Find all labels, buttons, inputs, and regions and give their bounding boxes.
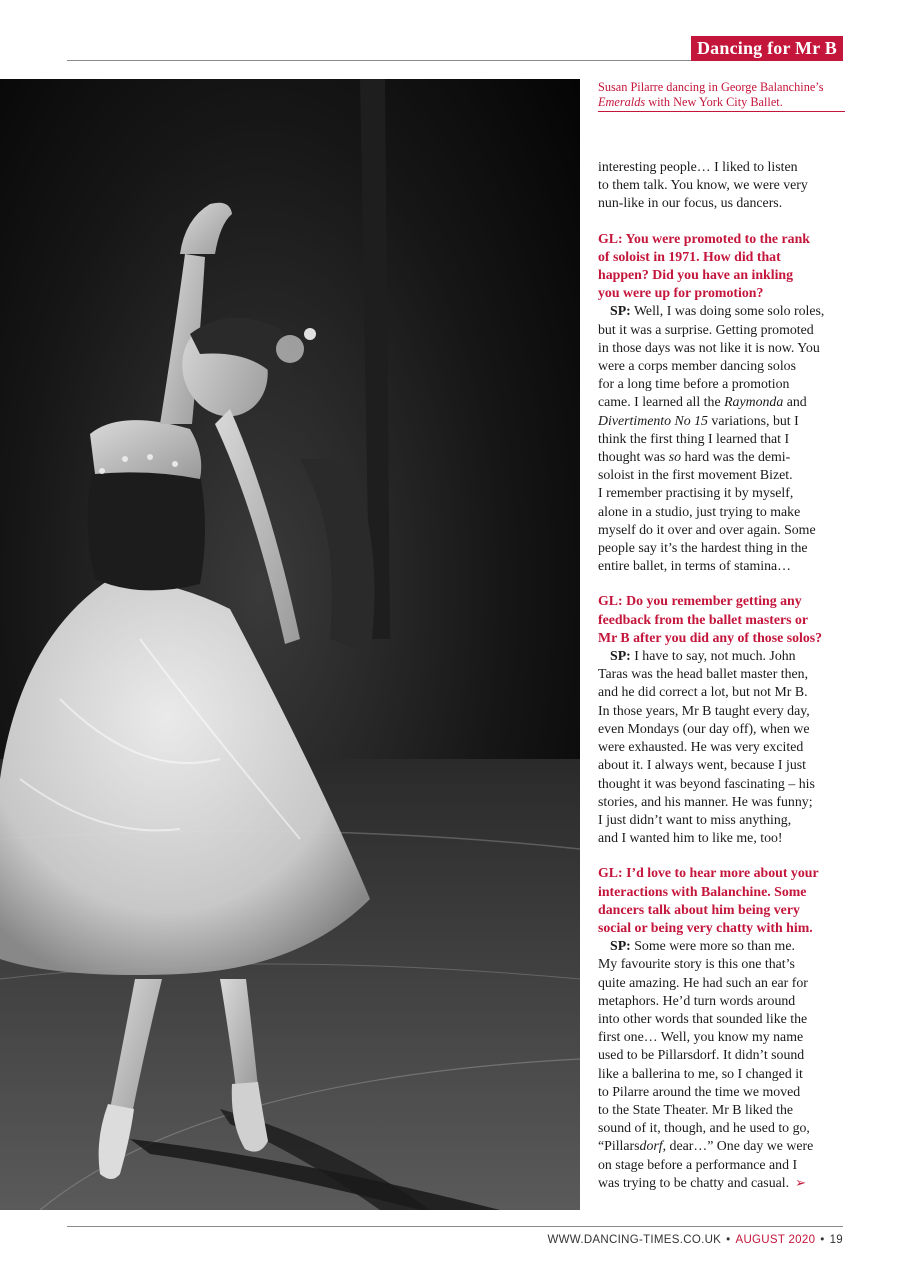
text-line: interesting people… I liked to listen [598, 159, 798, 174]
text-line [598, 937, 848, 955]
text-line [598, 1174, 848, 1193]
text-segment: and [783, 394, 807, 410]
text-segment: variations, but I [707, 412, 799, 428]
text-line: myself do it over and over again. Some [598, 521, 816, 537]
text-segment: was trying to be chatty and casual. [598, 1174, 790, 1190]
text-line: for a long time before a promotion [598, 376, 790, 392]
continue-arrow-icon: ➢ [795, 1175, 806, 1191]
text-line: In those years, Mr B taught every day, [598, 702, 810, 718]
text-line: sound of it, though, and he used to go, [598, 1120, 810, 1136]
text-line: stories, and his manner. He was funny; [598, 793, 813, 809]
caption-line-1: Susan Pilarre dancing in George Balanchine’s [598, 80, 824, 94]
text-line: on stage before a performance and I [598, 1156, 798, 1172]
text-line [598, 412, 848, 430]
footer-bullet: • [726, 1234, 731, 1246]
question-line: dancers talk about him being very [598, 901, 800, 917]
answer-1 [598, 302, 848, 575]
text-line: to them talk. You know, we were very [598, 177, 808, 193]
text-line: thought it was beyond fascinating – his [598, 775, 815, 791]
page-footer [548, 1234, 844, 1246]
text-line: used to be Pillarsdorf. It didn’t sound [598, 1047, 805, 1063]
text-line: were a corps member dancing solos [598, 358, 796, 374]
text-segment: hard was the demi- [681, 449, 791, 465]
article-body [598, 158, 848, 1193]
question-line: feedback from the ballet masters or [598, 611, 809, 627]
bottom-rule [67, 1226, 843, 1227]
question-line: GL: Do you remember getting any [598, 593, 802, 609]
text-line: Taras was the head ballet master then, [598, 666, 809, 682]
text-segment: “Pillars [598, 1138, 640, 1154]
text-line: entire ballet, in terms of stamina… [598, 558, 791, 574]
text-segment: I have to say, not much. John [630, 648, 796, 664]
text-line: I just didn’t want to miss anything, [598, 811, 792, 827]
text-line [598, 448, 848, 466]
question-line: happen? Did you have an inkling [598, 267, 794, 283]
text-line [598, 647, 848, 665]
question-3 [598, 864, 848, 937]
emphasis: dorf [639, 1138, 663, 1154]
caption-line-2 [598, 95, 848, 110]
text-line: nun-like in our focus, us dancers. [598, 195, 783, 211]
question-1 [598, 230, 848, 303]
text-segment: Some were more so than me. [630, 938, 795, 954]
emphasis: so [668, 449, 682, 465]
text-line: first one… Well, you know my name [598, 1029, 804, 1045]
text-line: think the first thing I learned that I [598, 430, 790, 446]
caption-line-2-rest: with New York City Ballet. [645, 95, 783, 109]
text-line: about it. I always went, because I just [598, 757, 806, 773]
section-title-badge: Dancing for Mr B [691, 36, 843, 61]
caption-ballet-title: Emeralds [598, 95, 646, 109]
question-line: GL: I’d love to hear more about your [598, 865, 819, 881]
answer-2 [598, 647, 848, 847]
text-segment: came. I learned all the [598, 394, 725, 410]
speaker-label: SP: [610, 648, 631, 664]
page-number: 19 [829, 1234, 843, 1246]
photo-caption [598, 80, 848, 110]
ballet-title: Divertimento No 15 [598, 412, 708, 428]
answer-3 [598, 937, 848, 1193]
photo-illustration [0, 79, 580, 1210]
question-line: interactions with Balanchine. Some [598, 883, 807, 899]
text-line: soloist in the first movement Bizet. [598, 467, 793, 483]
speaker-label: SP: [610, 938, 631, 954]
footer-bullet: • [820, 1234, 825, 1246]
text-line: quite amazing. He had such an ear for [598, 974, 808, 990]
text-line: but it was a surprise. Getting promoted [598, 321, 814, 337]
text-segment: thought was [598, 449, 669, 465]
ballet-title: Raymonda [724, 394, 784, 410]
text-line: and I wanted him to like me, too! [598, 830, 783, 846]
question-line: of soloist in 1971. How did that [598, 248, 781, 264]
text-line: to Pilarre around the time we moved [598, 1083, 801, 1099]
footer-website: WWW.DANCING-TIMES.CO.UK [547, 1234, 722, 1246]
text-line: even Mondays (our day off), when we [598, 720, 810, 736]
question-line: you were up for promotion? [598, 285, 764, 301]
text-line: metaphors. He’d turn words around [598, 992, 796, 1008]
text-line: like a ballerina to me, so I changed it [598, 1065, 803, 1081]
text-line [598, 393, 848, 411]
text-line: I remember practising it by myself, [598, 485, 794, 501]
text-line: and he did correct a lot, but not Mr B. [598, 684, 808, 700]
text-segment: , dear…” One day we were [662, 1138, 814, 1154]
question-line: GL: You were promoted to the rank [598, 230, 811, 246]
text-line: to the State Theater. Mr B liked the [598, 1101, 794, 1117]
intro-paragraph [598, 158, 848, 213]
text-line: were exhausted. He was very excited [598, 739, 804, 755]
footer-date: AUGUST 2020 [735, 1234, 816, 1246]
text-line: into other words that sounded like the [598, 1010, 808, 1026]
text-line: in those days was not like it is now. You [598, 339, 820, 355]
text-line: My favourite story is this one that’s [598, 956, 795, 972]
text-line: alone in a studio, just trying to make [598, 503, 801, 519]
text-segment: Well, I was doing some solo roles, [630, 303, 825, 319]
question-2 [598, 592, 848, 647]
caption-rule [598, 111, 845, 112]
question-line: Mr B after you did any of those solos? [598, 629, 823, 645]
text-line [598, 302, 848, 320]
text-line [598, 1137, 848, 1155]
ballerina-photo [0, 79, 580, 1210]
question-line: social or being very chatty with him. [598, 919, 813, 935]
text-line: people say it’s the hardest thing in the [598, 540, 808, 556]
speaker-label: SP: [610, 303, 631, 319]
